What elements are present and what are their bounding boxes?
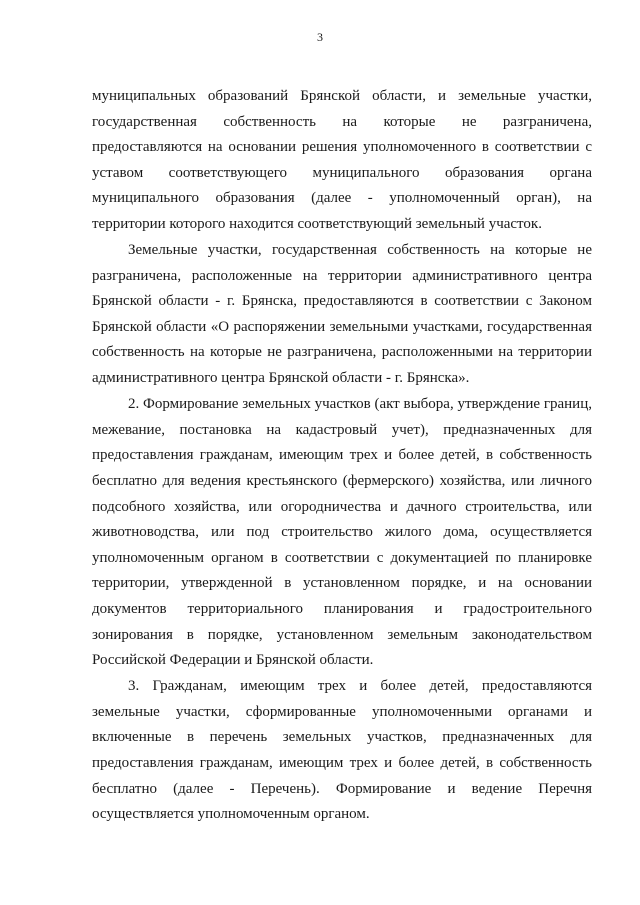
paragraph-item-2-land-formation: 2. Формирование земельных участков (акт выбора, утверждение границ, межевание, постановка на кадастровый учет), предназначенных для предоставления гражданам, имеющим трех и более детей, в собственность бесплатно для ведения крестьянского (фермерского) хозяйства, или личного подсобного хозяйства, или огородничества и дачного строительства, или животноводства, или под строительство жилого дома, осуществляется уполномоченным органом в соответствии с документацией по планировке территории, утвержденной в установленном порядке, и на основании документов территориального планирования и градостроительного зонирования в порядке, установленном земельным законодательством Российской Федерации и Брянской области.: [92, 396, 592, 669]
document-body: [92, 84, 592, 828]
paragraph-continuation: муниципальных образований Брянской области, и земельные участки, государственная собственность на которые не разграничена, предоставляются на основании решения уполномоченного в соответствии с уставом соответствующего муниципального образования органа муниципального образования (далее - уполномоченный орган), на территории которого находится соответствующий земельный участок.: [92, 88, 592, 232]
page-number: 3: [317, 30, 323, 44]
paragraph-item-3-land-provision: 3. Гражданам, имеющим трех и более детей, предоставляются земельные участки, сформированные уполномоченными органами и включенные в перечень земельных участков, предназначенных для предоставления гражданам, имеющим трех и более детей, в собственность бесплатно (далее - Перечень). Формирование и ведение Перечня осуществляется уполномоченным органом.: [92, 678, 592, 823]
paragraph-brjansk-lands: Земельные участки, государственная собственность на которые не разграничена, расположенные на территории административного центра Брянской области - г. Брянска, предоставляются в соответствии с Законом Брянской области «О распоряжении земельными участками, государственная собственность на которые не разграничена, расположенными на территории административного центра Брянской области - г. Брянска».: [92, 242, 592, 387]
